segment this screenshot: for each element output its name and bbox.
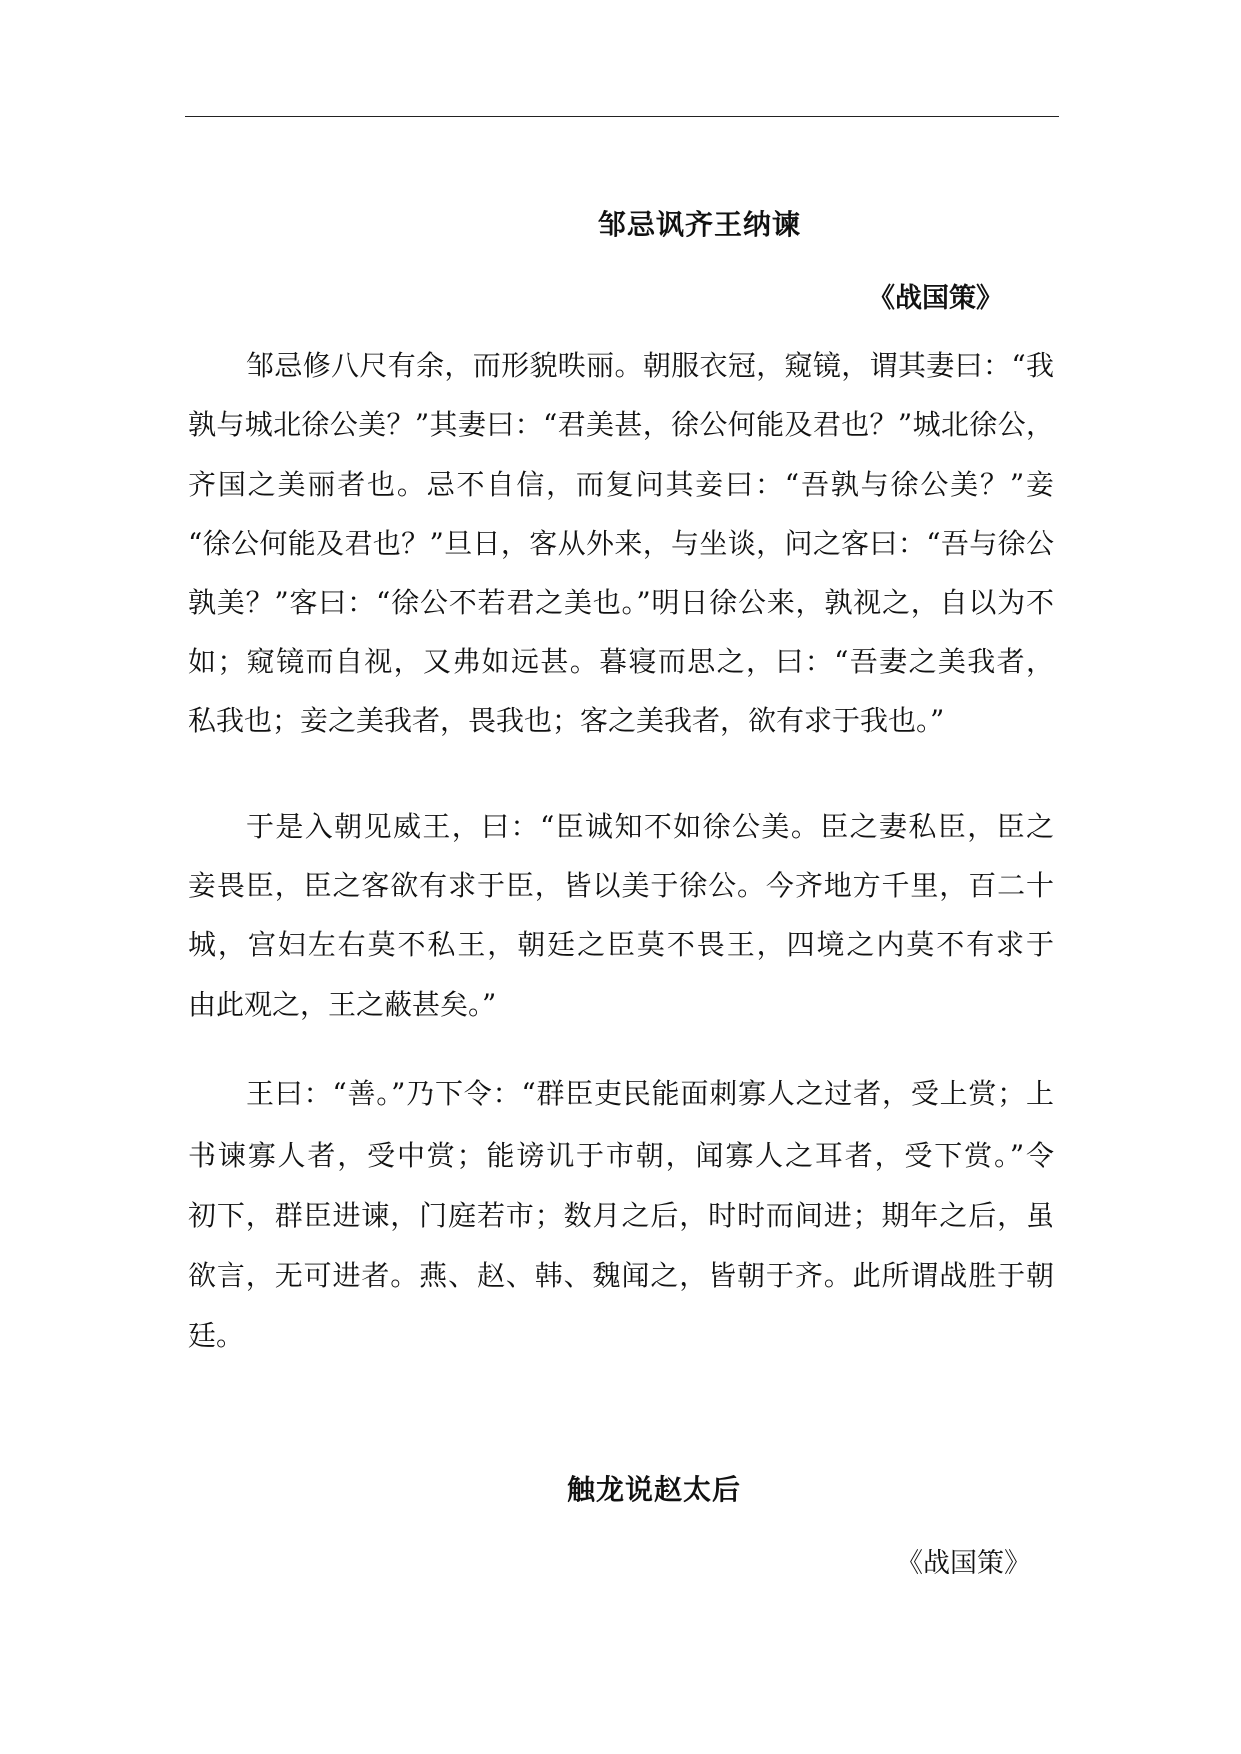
essay-title: 邹忌讽齐王纳谏 [598,208,802,241]
text-line: 廷。 [188,1319,245,1352]
text-line: 妾畏臣，臣之客欲有求于臣，皆以美于徐公。今齐地方千里，百二十 [188,869,1054,902]
text-line: 初下，群臣进谏，门庭若市；数月之后，时时而间进；期年之后，虽 [188,1199,1054,1232]
text-line: 于是入朝见威王，曰：“臣诚知不如徐公美。臣之妻私臣，臣之 [246,810,1054,843]
text-line: 书谏寡人者，受中赏；能谤讥于市朝，闻寡人之耳者，受下赏。”令 [188,1139,1054,1172]
text-line: 私我也；妾之美我者，畏我也；客之美我者，欲有求于我也。” [188,704,945,737]
text-line: 孰与城北徐公美？”其妻曰：“君美甚，徐公何能及君也？”城北徐公， [188,408,1054,441]
text-line: 由此观之，王之蔽甚矣。” [188,988,497,1021]
text-line: 邹忌修八尺有余，而形貌昳丽。朝服衣冠，窥镜，谓其妻曰：“我 [246,349,1054,382]
text-line: 如；窥镜而自视，又弗如远甚。暮寝而思之，曰：“吾妻之美我者， [188,645,1054,678]
text-line: 城，宫妇左右莫不私王，朝廷之臣莫不畏王，四境之内莫不有求于 [188,928,1054,961]
text-line: 王曰：“善。”乃下令：“群臣吏民能面刺寡人之过者，受上赏；上 [246,1077,1054,1110]
essay-source-2: 《战国策》 [896,1548,1031,1579]
text-line: 欲言，无可进者。燕、赵、韩、魏闻之，皆朝于齐。此所谓战胜于朝 [188,1259,1054,1292]
essay-source: 《战国策》 [868,283,1003,314]
header-rule [185,116,1059,117]
text-line: “徐公何能及君也？”旦日，客从外来，与坐谈，问之客曰：“吾与徐公 [188,527,1054,560]
essay-title-2: 触龙说赵太后 [567,1473,742,1506]
text-line: 齐国之美丽者也。忌不自信，而复问其妾曰：“吾孰与徐公美？”妾 [188,468,1054,501]
text-line: 孰美？”客曰：“徐公不若君之美也。”明日徐公来，孰视之，自以为不 [188,586,1054,619]
